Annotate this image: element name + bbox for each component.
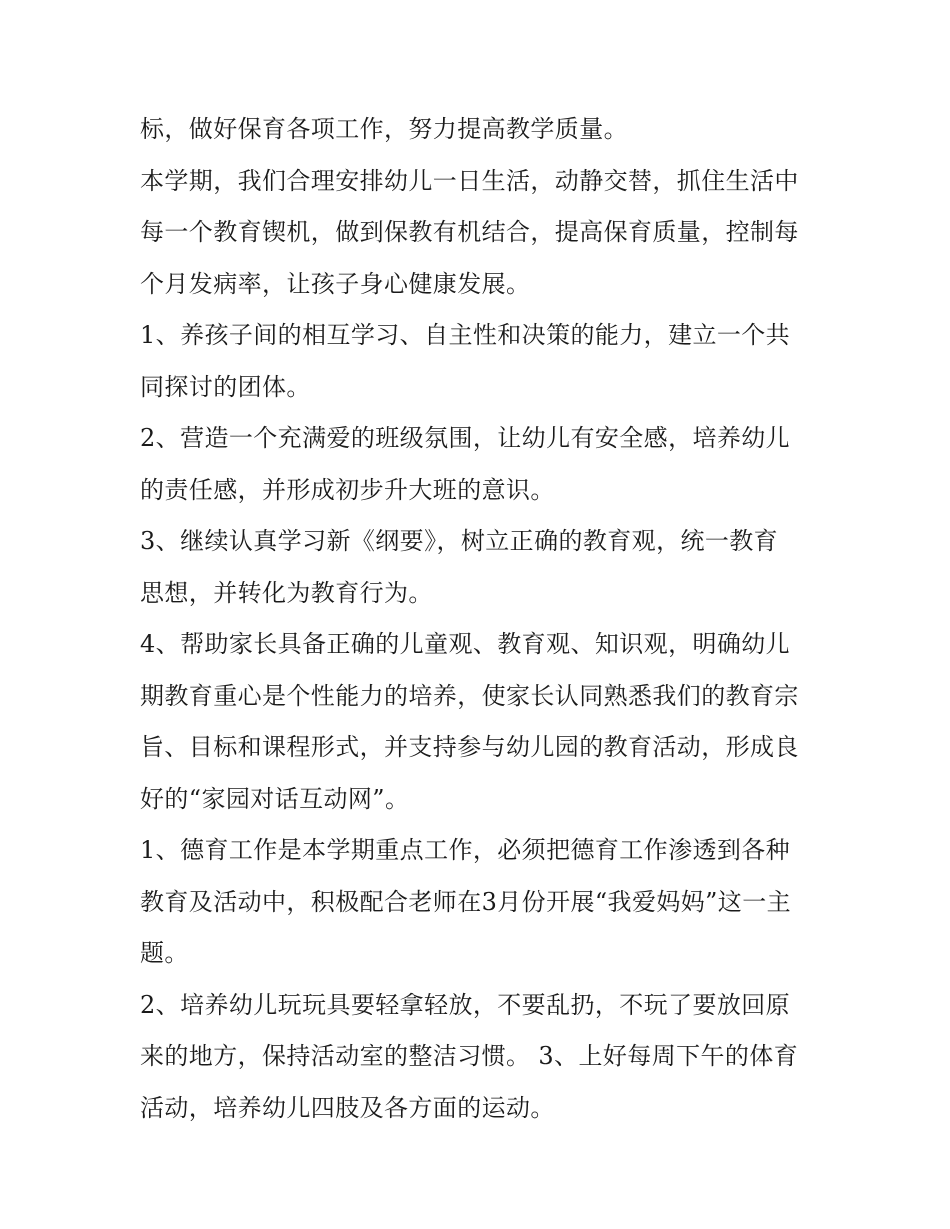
text-line: 的责任感，并形成初步升大班的意识。	[140, 475, 555, 504]
text-line: 标，做好保育各项工作，努力提高教学质量。	[140, 115, 628, 143]
text-line: 题。	[140, 939, 189, 967]
text-line: 期教育重心是个性能力的培养，使家长认同熟悉我们的教育宗	[140, 681, 799, 710]
text-line: 思想，并转化为教育行为。	[140, 578, 433, 607]
text-line: 2、培养幼儿玩玩具要轻拿轻放，不要乱扔，不玩了要放回原	[140, 990, 791, 1019]
text-line: 来的地方，保持活动室的整洁习惯。 3、上好每周下午的体育	[140, 1042, 799, 1070]
text-line: 好的“家园对话互动网”。	[140, 784, 410, 813]
text-line: 1、德育工作是本学期重点工作，必须把德育工作渗透到各种	[140, 836, 791, 864]
text-line: 每一个教育锲机，做到保教有机结合，提高保育质量，控制每	[140, 218, 799, 246]
text-line: 4、帮助家长具备正确的儿童观、教育观、知识观，明确幼儿	[140, 630, 791, 658]
text-line: 教育及活动中，积极配合老师在3月份开展“我爱妈妈”这一主	[140, 887, 792, 916]
text-line: 个月发病率，让孩子身心健康发展。	[140, 269, 531, 298]
text-line: 1、养孩子间的相互学习、自主性和决策的能力，建立一个共	[140, 321, 791, 349]
document-body	[140, 104, 830, 1134]
text-line: 2、营造一个充满爱的班级氛围，让幼儿有安全感，培养幼儿	[140, 424, 791, 452]
text-line: 旨、目标和课程形式，并支持参与幼儿园的教育活动，形成良	[140, 733, 799, 761]
text-line: 本学期，我们合理安排幼儿一日生活，动静交替，抓住生活中	[140, 166, 799, 195]
text-line: 3、继续认真学习新《纲要》，树立正确的教育观，统一教育	[140, 527, 779, 555]
text-line: 同探讨的团体。	[140, 372, 311, 401]
text-line: 活动，培养幼儿四肢及各方面的运动。	[140, 1093, 555, 1122]
